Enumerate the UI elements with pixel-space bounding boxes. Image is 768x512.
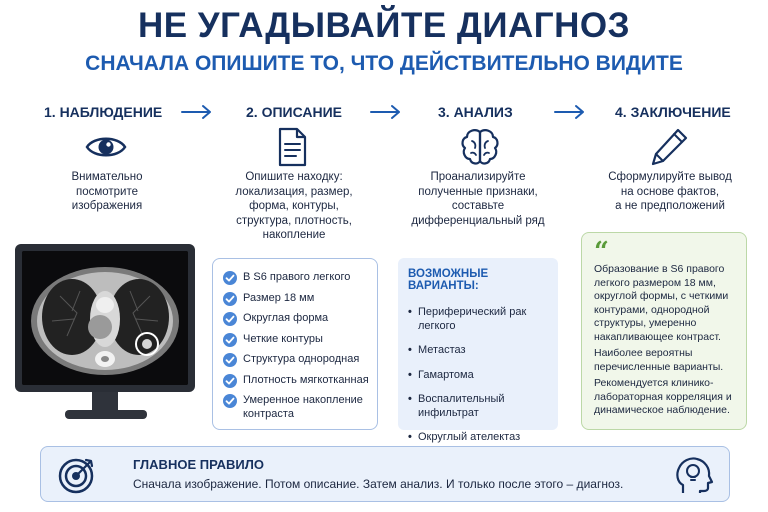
check-icon — [223, 312, 237, 326]
list-item: Размер 18 мм — [223, 292, 369, 306]
list-item: Структура однородная — [223, 353, 369, 367]
step-4-description: Сформулируйте вывод на основе фактов, а не предположений — [608, 171, 732, 212]
page-title: НЕ УГАДЫВАЙТЕ ДИАГНОЗ — [137, 6, 631, 45]
list-item: В S6 правого легкого — [223, 271, 369, 285]
step-3-title: 3. АНАЛИЗ — [438, 104, 513, 120]
conclusion-text: Наиболее вероятны перечисленные варианты. — [594, 347, 724, 373]
target-icon — [57, 455, 97, 495]
arrow-right-icon — [554, 104, 586, 120]
variants-title: ВОЗМОЖНЫЕ ВАРИАНТЫ: — [408, 268, 489, 292]
list-item: Плотность мягкотканная — [223, 374, 369, 388]
arrow-right-icon — [181, 104, 213, 120]
rule-title: ГЛАВНОЕ ПРАВИЛО — [133, 457, 264, 472]
step-1-title: 1. НАБЛЮДЕНИЕ — [44, 104, 163, 120]
eye-icon — [84, 126, 128, 168]
findings-checklist — [212, 258, 378, 430]
quote-icon: “ — [594, 237, 609, 267]
step-2-title: 2. ОПИСАНИЕ — [246, 104, 342, 120]
list-item: Умеренное накопление контраста — [223, 394, 369, 421]
list-item: Четкие контуры — [223, 333, 369, 347]
page-subtitle: СНАЧАЛА ОПИШИТЕ ТО, ЧТО ДЕЙСТВИТЕЛЬНО ВИДИТЕ — [85, 52, 683, 75]
check-icon — [223, 271, 237, 285]
rule-text: Сначала изображение. Потом описание. Затем анализ. И только после этого – диагноз. — [133, 477, 624, 491]
list-item: • Периферический рак легкого — [408, 306, 527, 332]
ct-monitor — [15, 244, 195, 392]
list-item: • Округлый ателектаз — [408, 431, 521, 443]
pencil-icon — [648, 126, 692, 168]
conclusion-text: Рекомендуется клинико-лабораторная корреляция и динамическое наблюдение. — [594, 377, 732, 416]
main-rule-box — [40, 446, 730, 502]
list-item: • Гамартома — [408, 368, 474, 381]
list-item: • Метастаз — [408, 344, 466, 356]
monitor-stand — [92, 392, 118, 412]
check-icon — [223, 353, 237, 367]
brain-icon — [458, 126, 502, 168]
step-2-description: Опишите находку: локализация, размер, форма, контуры, структура, плотность, накопление — [235, 171, 353, 241]
step-1-description: Внимательно посмотрите изображения — [71, 171, 143, 212]
ct-scan-image — [22, 251, 188, 385]
step-4-title: 4. ЗАКЛЮЧЕНИЕ — [615, 104, 731, 120]
check-icon — [223, 374, 237, 388]
arrow-right-icon — [370, 104, 402, 120]
list-item: • Воспалительный инфильтрат — [408, 393, 505, 419]
head-lightbulb-icon — [671, 453, 715, 497]
check-icon — [223, 333, 237, 347]
document-icon — [270, 126, 314, 168]
step-3-description: Проанализируйте полученные признаки, составьте дифференциальный ряд — [411, 171, 545, 227]
check-icon — [223, 394, 237, 408]
conclusion-text: Образование в S6 правого легкого размером 18 мм, округлой формы, с четкими контурами, однородной структуры, умеренно накапливающее контраст. — [594, 263, 729, 343]
conclusion-box — [581, 232, 747, 430]
differential-variants — [398, 258, 558, 443]
check-icon — [223, 292, 237, 306]
list-item: Округлая форма — [223, 312, 369, 326]
monitor-base — [65, 410, 147, 419]
